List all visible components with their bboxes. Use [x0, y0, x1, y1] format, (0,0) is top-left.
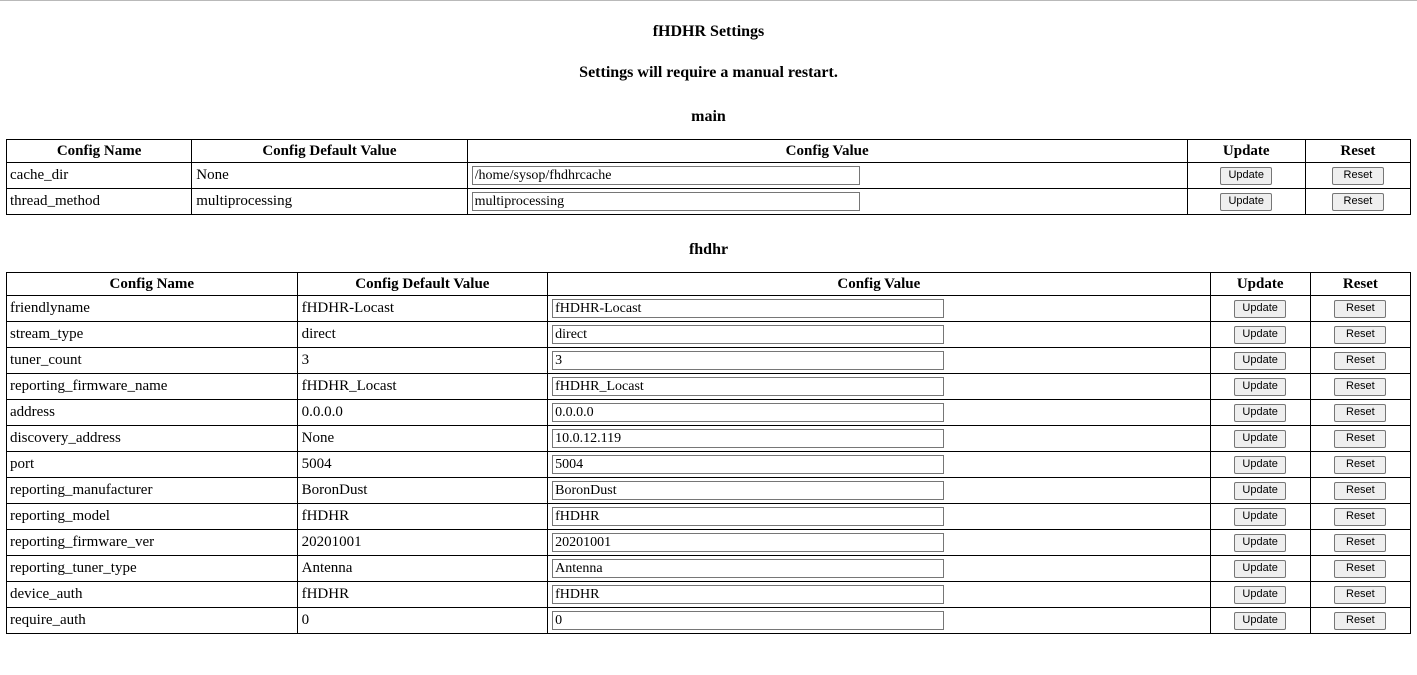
config-value-cell [548, 582, 1210, 608]
config-name-cell: reporting_manufacturer [7, 478, 298, 504]
config-default-cell: Antenna [297, 556, 548, 582]
config-value-input[interactable] [552, 585, 944, 604]
update-button[interactable]: Update [1234, 456, 1286, 474]
reset-button[interactable]: Reset [1334, 560, 1386, 578]
table-row [7, 452, 1411, 478]
reset-button[interactable]: Reset [1334, 300, 1386, 318]
column-header-reset: Reset [1310, 273, 1410, 296]
reset-cell [1310, 322, 1410, 348]
config-value-input[interactable] [552, 429, 944, 448]
update-button[interactable]: Update [1234, 612, 1286, 630]
reset-cell [1310, 374, 1410, 400]
update-button[interactable]: Update [1234, 534, 1286, 552]
config-value-input[interactable] [552, 611, 944, 630]
reset-cell [1310, 478, 1410, 504]
column-header-reset: Reset [1305, 140, 1410, 163]
config-value-input[interactable] [552, 299, 944, 318]
config-value-cell [548, 478, 1210, 504]
config-name-cell: thread_method [7, 189, 192, 215]
reset-button[interactable]: Reset [1334, 508, 1386, 526]
reset-button[interactable]: Reset [1334, 326, 1386, 344]
config-value-cell [548, 504, 1210, 530]
table-row [7, 189, 1411, 215]
update-cell [1210, 296, 1310, 322]
config-value-input[interactable] [472, 166, 860, 185]
config-name-cell: device_auth [7, 582, 298, 608]
reset-button[interactable]: Reset [1334, 534, 1386, 552]
reset-cell [1310, 452, 1410, 478]
config-value-input[interactable] [552, 325, 944, 344]
config-name-cell: tuner_count [7, 348, 298, 374]
config-name-cell: reporting_model [7, 504, 298, 530]
reset-button[interactable]: Reset [1334, 482, 1386, 500]
update-cell [1210, 374, 1310, 400]
update-button[interactable]: Update [1234, 326, 1286, 344]
column-header-name: Config Name [7, 140, 192, 163]
config-value-input[interactable] [552, 507, 944, 526]
reset-button[interactable]: Reset [1332, 193, 1384, 211]
config-name-cell: reporting_tuner_type [7, 556, 298, 582]
config-value-input[interactable] [472, 192, 860, 211]
update-cell [1210, 322, 1310, 348]
update-button[interactable]: Update [1220, 193, 1272, 211]
column-header-update: Update [1187, 140, 1305, 163]
reset-cell [1310, 296, 1410, 322]
table-row [7, 374, 1411, 400]
update-button[interactable]: Update [1220, 167, 1272, 185]
config-value-input[interactable] [552, 481, 944, 500]
update-button[interactable]: Update [1234, 586, 1286, 604]
config-value-cell [467, 163, 1187, 189]
table-row [7, 582, 1411, 608]
table-row [7, 556, 1411, 582]
table-row [7, 322, 1411, 348]
config-default-cell: None [192, 163, 467, 189]
update-cell [1210, 504, 1310, 530]
table-row [7, 296, 1411, 322]
config-value-input[interactable] [552, 455, 944, 474]
update-cell [1210, 530, 1310, 556]
config-value-cell [467, 189, 1187, 215]
config-value-input[interactable] [552, 559, 944, 578]
config-default-cell: 5004 [297, 452, 548, 478]
reset-cell [1310, 348, 1410, 374]
update-button[interactable]: Update [1234, 300, 1286, 318]
table-row [7, 478, 1411, 504]
top-divider [0, 0, 1417, 1]
update-cell [1210, 478, 1310, 504]
update-cell [1210, 400, 1310, 426]
config-value-input[interactable] [552, 533, 944, 552]
column-header-default: Config Default Value [192, 140, 467, 163]
config-value-cell [548, 322, 1210, 348]
update-button[interactable]: Update [1234, 430, 1286, 448]
table-row [7, 163, 1411, 189]
config-default-cell: None [297, 426, 548, 452]
config-table [6, 139, 1411, 215]
reset-cell [1310, 426, 1410, 452]
update-button[interactable]: Update [1234, 404, 1286, 422]
reset-button[interactable]: Reset [1334, 612, 1386, 630]
section-title: main [691, 108, 726, 125]
config-default-cell: fHDHR_Locast [297, 374, 548, 400]
config-default-cell: fHDHR-Locast [297, 296, 548, 322]
reset-button[interactable]: Reset [1334, 404, 1386, 422]
config-default-cell: 0 [297, 608, 548, 634]
table-header-row [7, 140, 1411, 163]
column-header-value: Config Value [467, 140, 1187, 163]
reset-button[interactable]: Reset [1334, 430, 1386, 448]
config-value-cell [548, 452, 1210, 478]
reset-cell [1310, 556, 1410, 582]
table-row [7, 530, 1411, 556]
update-button[interactable]: Update [1234, 482, 1286, 500]
update-button[interactable]: Update [1234, 352, 1286, 370]
table-row [7, 426, 1411, 452]
config-default-cell: fHDHR [297, 582, 548, 608]
update-cell [1187, 163, 1305, 189]
column-header-name: Config Name [7, 273, 298, 296]
config-default-cell: 20201001 [297, 530, 548, 556]
config-value-cell [548, 608, 1210, 634]
table-row [7, 504, 1411, 530]
update-cell [1187, 189, 1305, 215]
column-header-value: Config Value [548, 273, 1210, 296]
config-name-cell: reporting_firmware_ver [7, 530, 298, 556]
config-value-input[interactable] [552, 351, 944, 370]
update-cell [1210, 608, 1310, 634]
update-cell [1210, 452, 1310, 478]
reset-button[interactable]: Reset [1334, 378, 1386, 396]
config-name-cell: address [7, 400, 298, 426]
reset-cell [1305, 189, 1410, 215]
page-title: fHDHR Settings [652, 23, 765, 40]
config-value-cell [548, 296, 1210, 322]
config-default-cell: direct [297, 322, 548, 348]
update-cell [1210, 556, 1310, 582]
reset-button[interactable]: Reset [1332, 167, 1384, 185]
config-name-cell: require_auth [7, 608, 298, 634]
column-header-update: Update [1210, 273, 1310, 296]
config-name-cell: stream_type [7, 322, 298, 348]
config-default-cell: multiprocessing [192, 189, 467, 215]
update-cell [1210, 582, 1310, 608]
update-cell [1210, 348, 1310, 374]
config-default-cell: 3 [297, 348, 548, 374]
config-name-cell: port [7, 452, 298, 478]
config-value-cell [548, 348, 1210, 374]
config-name-cell: friendlyname [7, 296, 298, 322]
reset-button[interactable]: Reset [1334, 456, 1386, 474]
config-value-cell [548, 556, 1210, 582]
reset-cell [1305, 163, 1410, 189]
reset-button[interactable]: Reset [1334, 352, 1386, 370]
table-row [7, 608, 1411, 634]
reset-cell [1310, 582, 1410, 608]
config-value-input[interactable] [552, 403, 944, 422]
config-table [6, 272, 1411, 634]
table-row [7, 348, 1411, 374]
section-title: fhdhr [688, 241, 729, 258]
restart-notice: Settings will require a manual restart. [579, 64, 838, 81]
config-default-cell: fHDHR [297, 504, 548, 530]
update-button[interactable]: Update [1234, 508, 1286, 526]
column-header-default: Config Default Value [297, 273, 548, 296]
config-value-cell [548, 400, 1210, 426]
reset-cell [1310, 530, 1410, 556]
config-value-input[interactable] [552, 377, 944, 396]
reset-cell [1310, 504, 1410, 530]
config-value-cell [548, 374, 1210, 400]
table-row [7, 400, 1411, 426]
config-name-cell: reporting_firmware_name [7, 374, 298, 400]
config-default-cell: BoronDust [297, 478, 548, 504]
config-name-cell: discovery_address [7, 426, 298, 452]
config-default-cell: 0.0.0.0 [297, 400, 548, 426]
reset-button[interactable]: Reset [1334, 586, 1386, 604]
update-button[interactable]: Update [1234, 378, 1286, 396]
config-name-cell: cache_dir [7, 163, 192, 189]
reset-cell [1310, 608, 1410, 634]
config-value-cell [548, 530, 1210, 556]
table-header-row [7, 273, 1411, 296]
update-cell [1210, 426, 1310, 452]
update-button[interactable]: Update [1234, 560, 1286, 578]
config-value-cell [548, 426, 1210, 452]
settings-sections [0, 108, 1417, 634]
reset-cell [1310, 400, 1410, 426]
